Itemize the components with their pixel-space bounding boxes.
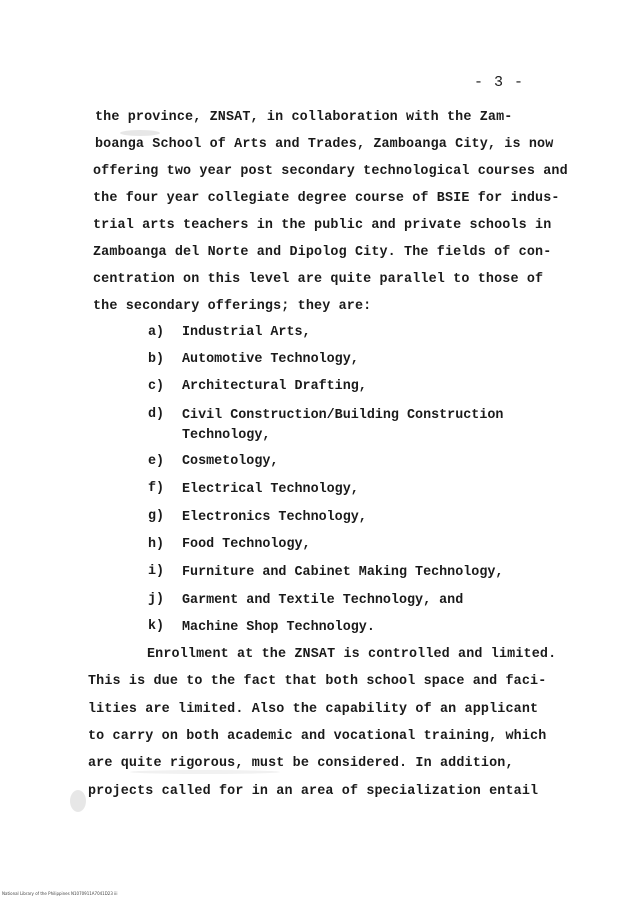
scan-smudge	[120, 130, 160, 136]
field-marker-k: k)	[148, 619, 165, 634]
field-marker-j: j)	[148, 592, 165, 607]
field-text-f: Electrical Technology,	[182, 482, 359, 497]
field-marker-a: a)	[148, 325, 165, 340]
field-text-k: Machine Shop Technology.	[182, 620, 375, 635]
field-marker-h: h)	[148, 537, 165, 552]
intro-line-6: Zamboanga del Norte and Dipolog City. The fields of con-	[93, 245, 552, 260]
field-marker-d: d)	[148, 407, 165, 422]
scan-smudge	[70, 790, 86, 812]
field-text-e: Cosmetology,	[182, 454, 279, 469]
enrollment-line-4: to carry on both academic and vocational training, which	[88, 729, 547, 744]
field-marker-g: g)	[148, 509, 165, 524]
enrollment-line-1: Enrollment at the ZNSAT is controlled and limited.	[147, 647, 557, 662]
field-marker-f: f)	[148, 481, 165, 496]
field-text-d-line-1: Civil Construction/Building Construction	[182, 408, 504, 423]
page-number: - 3 -	[474, 74, 525, 91]
field-marker-i: i)	[148, 564, 165, 579]
field-marker-b: b)	[148, 352, 165, 367]
enrollment-line-5: are quite rigorous, must be considered. In addition,	[88, 756, 514, 771]
field-text-a: Industrial Arts,	[182, 325, 311, 340]
archive-footer: National Library of the Philippines N1070911A7041D23 iii	[2, 891, 118, 896]
intro-line-2: boanga School of Arts and Trades, Zamboanga City, is now	[95, 137, 554, 152]
field-text-h: Food Technology,	[182, 537, 311, 552]
enrollment-line-3: lities are limited. Also the capability of an applicant	[88, 702, 539, 717]
field-text-b: Automotive Technology,	[182, 352, 359, 367]
field-text-c: Architectural Drafting,	[182, 379, 367, 394]
field-text-g: Electronics Technology,	[182, 510, 367, 525]
intro-line-3: offering two year post secondary technological courses and	[93, 164, 568, 179]
enrollment-line-2: This is due to the fact that both school space and faci-	[88, 674, 547, 689]
intro-line-7: centration on this level are quite parallel to those of	[93, 272, 544, 287]
field-marker-c: c)	[148, 379, 165, 394]
intro-line-4: the four year collegiate degree course of BSIE for indus-	[93, 191, 560, 206]
field-text-d-line-2: Technology,	[182, 428, 271, 443]
scan-smudge	[130, 770, 280, 774]
field-marker-e: e)	[148, 454, 165, 469]
field-text-j: Garment and Textile Technology, and	[182, 593, 464, 608]
intro-line-5: trial arts teachers in the public and private schools in	[93, 218, 552, 233]
enrollment-line-6: projects called for in an area of specialization entail	[88, 784, 539, 799]
intro-line-8: the secondary offerings; they are:	[93, 299, 372, 314]
field-text-i: Furniture and Cabinet Making Technology,	[182, 565, 504, 580]
intro-line-1: the province, ZNSAT, in collaboration with the Zam-	[95, 110, 513, 125]
